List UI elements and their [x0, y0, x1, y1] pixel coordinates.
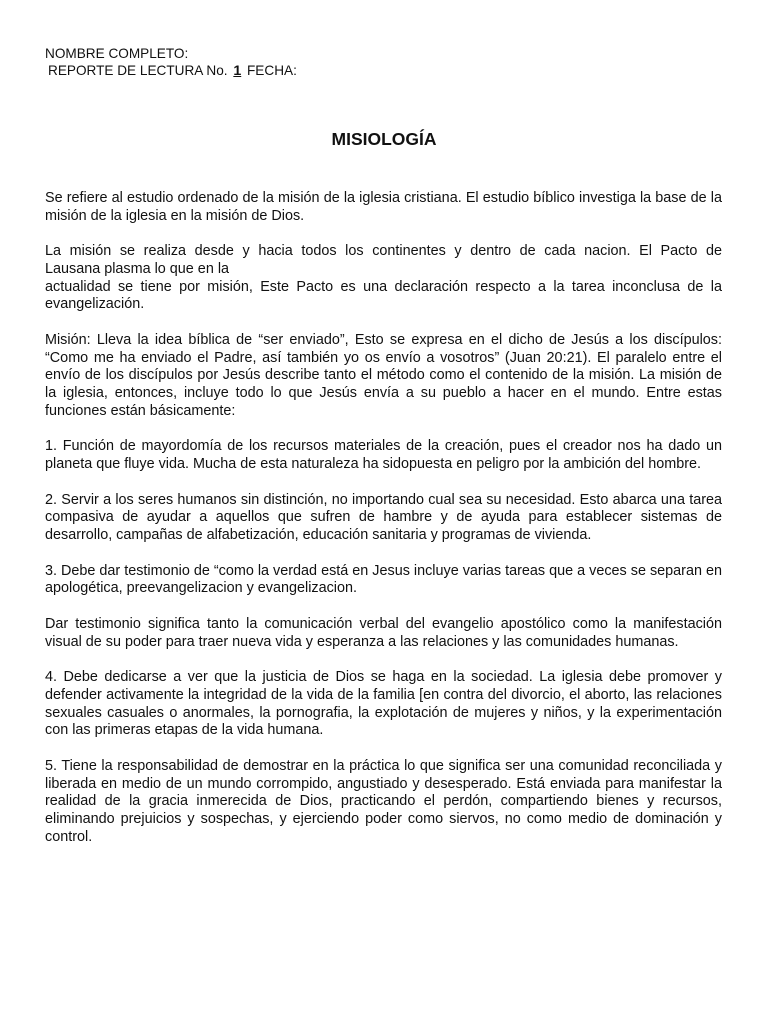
- paragraph-lausana: [45, 243, 722, 314]
- paragraph-point-3: 3. Debe dar testimonio de “como la verdad está en Jesus incluye varias tareas que a veces se separan en apologética, preevangelizacion y evangelizacion.: [45, 562, 722, 597]
- full-name-label: NOMBRE COMPLETO:: [45, 46, 189, 61]
- paragraph-definition: Se refiere al estudio ordenado de la misión de la iglesia cristiana. El estudio bíblico investiga la base de la misión de la iglesia en la misión de Dios.: [45, 190, 722, 224]
- paragraph-lausana-line-3: actualidad se tiene por misión, Este Pacto es una declaración respecto a la tarea inconclusa de la evangelización.: [45, 278, 722, 313]
- paragraph-point-5: 5. Tiene la responsabilidad de demostrar en la práctica lo que significa ser una comunidad reconciliada y liberada en medio de un mundo corrompido, angustiado y desesperado. Está enviada para manifestar la realidad de la gracia inmerecida de Dios, practicando el perdón, compartiendo bienes y recursos, eliminando prejuicios y sospechas, y ejerciendo poder como siervos, no como medio de dominación y control.: [45, 758, 722, 845]
- report-label: REPORTE DE LECTURA No.: [48, 63, 228, 78]
- paragraph-point-2: 2. Servir a los seres humanos sin distinción, no importando cual sea su necesidad. Esto abarca una tarea compasiva de ayudar a aquellos que sufren de hambre y de ayuda para establecer sistemas de desarrollo, campañas de alfabetización, educación sanitaria y programas de vivienda.: [45, 491, 722, 544]
- paragraph-point-1: 1. Función de mayordomía de los recursos materiales de la creación, pues el creador nos ha dado un planeta que fluye vida. Mucha de esta naturaleza ha sidopuesta en peligro por la ambición del hombre.: [45, 438, 722, 473]
- document-header: [45, 45, 297, 80]
- paragraph-mision: Misión: Lleva la idea bíblica de “ser enviado”, Esto se expresa en el dicho de Jesús a los discípulos: “Como me ha enviado el Padre, así también yo os envío a vosotros” (Juan 20:21). El paralelo entre el envío de los discípulos por Jesús describe tanto el método como el contenido de la misión. La misión de la iglesia, entonces, incluye todo lo que Jesús envía a su pueblo a hacer en el mundo. Entre estas funciones están básicamente:: [45, 332, 722, 419]
- date-label: FECHA:: [247, 63, 297, 78]
- paragraph-point-4: 4. Debe dedicarse a ver que la justicia de Dios se haga en la sociedad. La iglesia debe promover y defender activamente la integridad de la vida de la familia [en contra del divorcio, el aborto, las relaciones sexuales casuales o anormales, la pornografia, la explotación de mujeres y niños, y la experimentación con las primeras etapas de la vida humana.: [45, 669, 722, 739]
- paragraph-testimonio: Dar testimonio significa tanto la comunicación verbal del evangelio apostólico como la manifestación visual de su poder para traer nueva vida y esperanza a las relaciones y las comunidades humanas.: [45, 616, 722, 650]
- paragraph-lausana-line-2: Lausana plasma lo que en la: [45, 261, 230, 277]
- report-number: 1: [233, 63, 242, 79]
- document-body: [45, 190, 722, 864]
- document-title: MISIOLOGÍA: [331, 129, 437, 149]
- paragraph-lausana-line-1: La misión se realiza desde y hacia todos los continentes y dentro de cada nacion. El Pacto de: [45, 243, 722, 260]
- report-line: [45, 62, 297, 80]
